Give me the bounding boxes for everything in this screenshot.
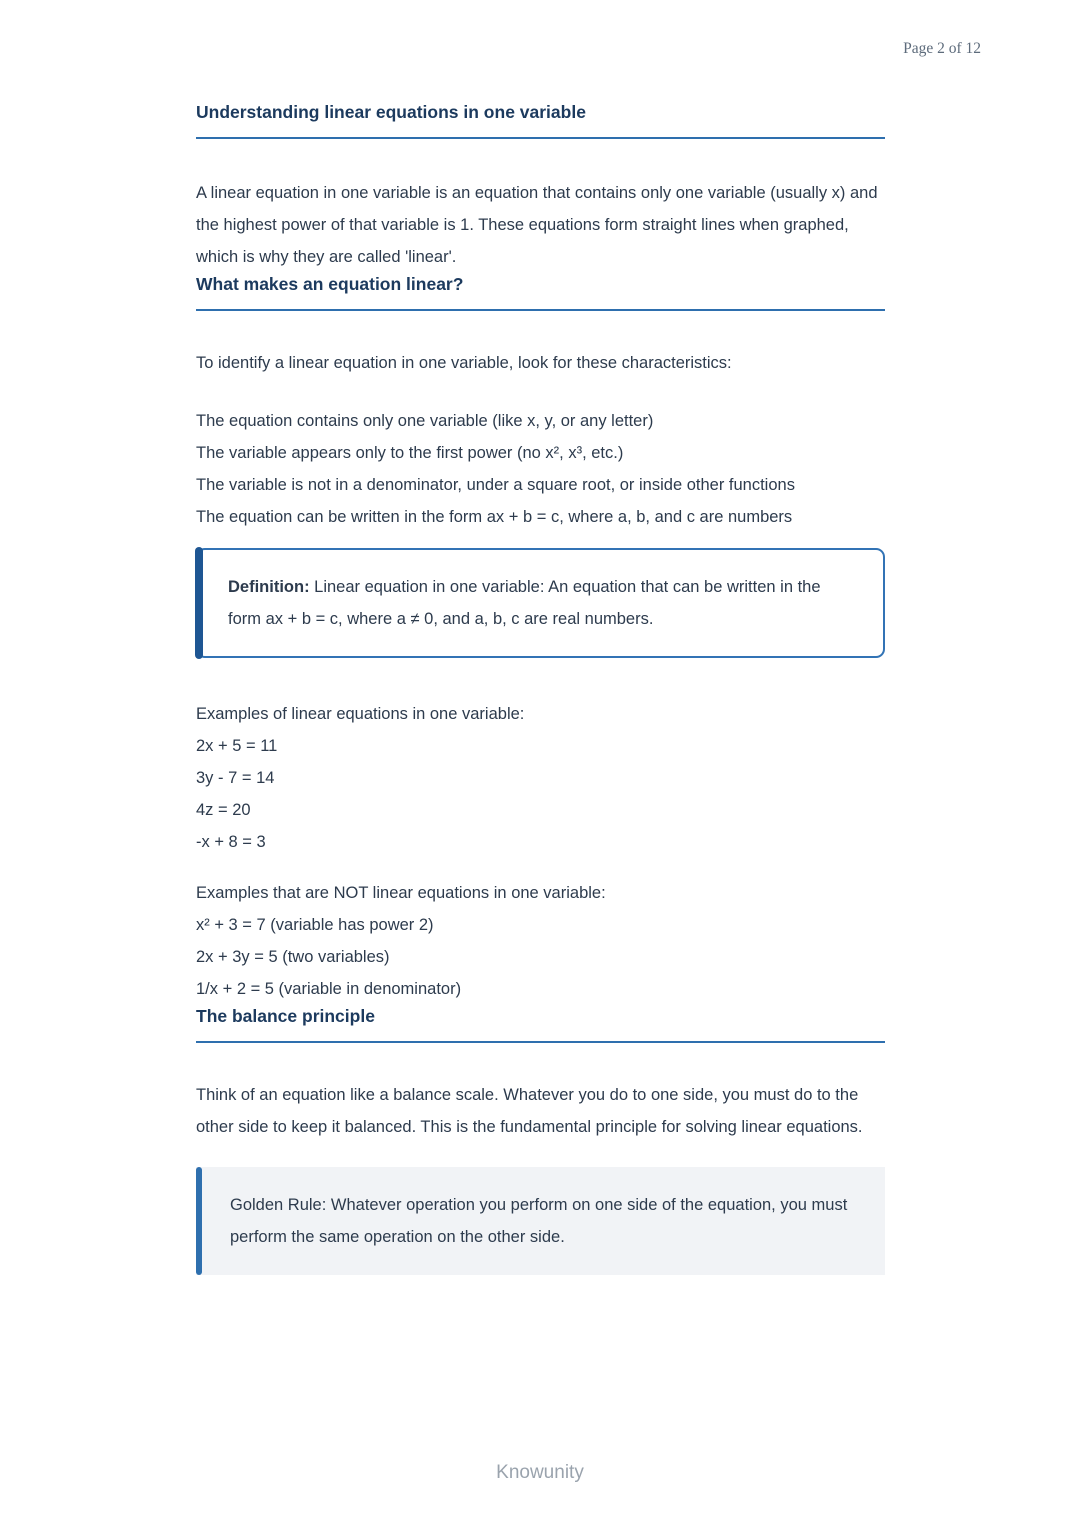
- paragraph-balance-body: Think of an equation like a balance scale. Whatever you do to one side, you must do to the other side to keep it balanced. This is the fundamental principle for solving linear equations.: [196, 1086, 863, 1136]
- definition-callout: [196, 548, 885, 658]
- non-examples-block: [196, 877, 885, 1005]
- criteria-item: The equation contains only one variable (like x, y, or any letter): [196, 412, 654, 430]
- criteria-item: The equation can be written in the form ax + b = c, where a, b, and c are numbers: [196, 508, 793, 526]
- criteria-item: The variable appears only to the first power (no x², x³, etc.): [196, 444, 624, 462]
- non-example-equation: x² + 3 = 7 (variable has power 2): [196, 916, 434, 934]
- section-understanding: [196, 101, 885, 273]
- example-equation: 2x + 5 = 11: [196, 737, 278, 755]
- section-heading-balance-principle: The balance principle: [196, 1005, 885, 1043]
- definition-label: Definition:: [228, 578, 310, 596]
- non-example-equation: 1/x + 2 = 5 (variable in denominator): [196, 980, 462, 998]
- document-content: [196, 0, 885, 1275]
- golden-rule-callout: [196, 1167, 885, 1275]
- example-equation: -x + 8 = 3: [196, 833, 266, 851]
- footer-brand: Knowunity: [496, 1462, 584, 1483]
- example-equation: 3y - 7 = 14: [196, 769, 275, 787]
- criteria-list: [196, 405, 885, 533]
- section-heading-what-makes-linear: What makes an equation linear?: [196, 273, 885, 311]
- section-heading-understanding: Understanding linear equations in one variable: [196, 101, 885, 139]
- paragraph-understanding-body: A linear equation in one variable is an equation that contains only one variable (usually x) and the highest power of that variable is 1. These equations form straight lines when graphed, which is why they are called 'linear'.: [196, 184, 878, 266]
- section-balance-principle: [196, 1005, 885, 1275]
- section-what-makes-linear: [196, 273, 885, 1005]
- non-example-equation: 2x + 3y = 5 (two variables): [196, 948, 390, 966]
- non-examples-intro: Examples that are NOT linear equations in one variable:: [196, 884, 606, 902]
- definition-text: Linear equation in one variable: An equation that can be written in the form ax + b = c, where a ≠ 0, and a, b, c are real numbers.: [228, 578, 821, 628]
- page-indicator: Page 2 of 12: [903, 40, 981, 57]
- examples-block: [196, 698, 885, 858]
- paragraph-identify-intro: To identify a linear equation in one variable, look for these characteristics:: [196, 354, 732, 372]
- examples-intro: Examples of linear equations in one variable:: [196, 705, 525, 723]
- example-equation: 4z = 20: [196, 801, 251, 819]
- criteria-item: The variable is not in a denominator, under a square root, or inside other functions: [196, 476, 795, 494]
- golden-rule-text: Golden Rule: Whatever operation you perform on one side of the equation, you must perform the same operation on the other side.: [230, 1196, 848, 1246]
